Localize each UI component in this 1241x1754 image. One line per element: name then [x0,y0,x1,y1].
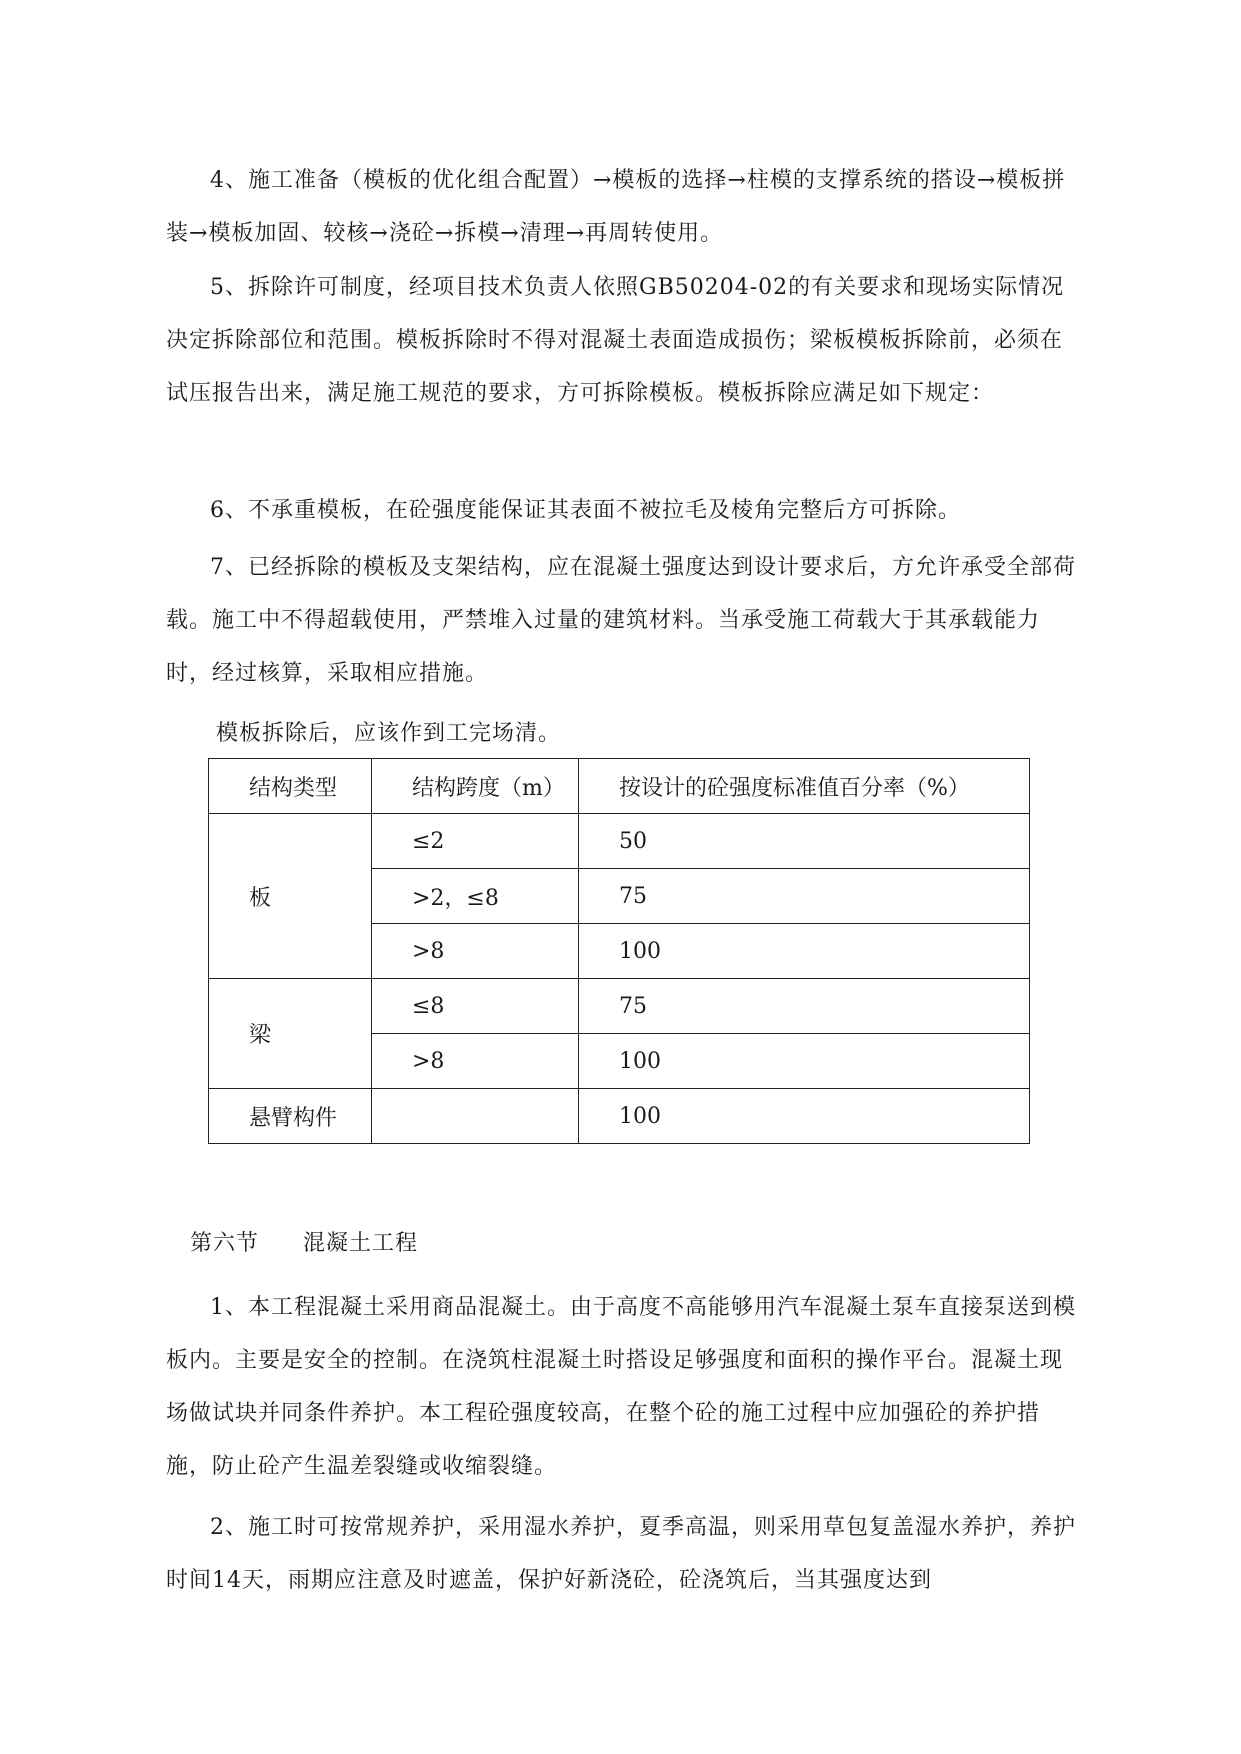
table-cell-span: >2，≤8 [372,869,579,924]
table-row [209,979,1030,1034]
table-cell-value: 75 [579,979,1030,1034]
paragraph-7: 7、已经拆除的模板及支架结构，应在混凝土强度达到设计要求后，方允许承受全部荷载。施工中不得超载使用，严禁堆入过量的建筑材料。当承受施工荷载大于其承载能力时，经过核算，采取相应措施。 [166,555,1076,686]
section-title: 混凝土工程 [303,1231,419,1256]
section-paragraph-2: 2、施工时可按常规养护，采用湿水养护，夏季高温，则采用草包复盖湿水养护，养护时间14天，雨期应注意及时遮盖，保护好新浇砼，砼浇筑后，当其强度达到 [166,1515,1076,1593]
table-header: 结构类型 [209,759,372,814]
table-cell-type: 板 [209,814,372,979]
table-cell-type: 悬臂构件 [209,1089,372,1144]
table-cell-type: 梁 [209,979,372,1089]
paragraph-4: 4、施工准备（模板的优化组合配置）→模板的选择→柱模的支撑系统的搭设→模板拼装→模板加固、较核→浇砼→拆模→清理→再周转使用。 [166,168,1066,246]
section-number: 第六节 [190,1231,260,1256]
table-header-row [209,759,1030,814]
paragraph-5: 5、拆除许可制度，经项目技术负责人依照GB50204-02的有关要求和现场实际情况决定拆除部位和范围。模板拆除时不得对混凝土表面造成损伤；梁板模板拆除前，必须在试压报告出来，满足施工规范的要求，方可拆除模板。模板拆除应满足如下规定： [166,275,1065,406]
table-cell-value: 100 [579,1089,1030,1144]
table-row [209,814,1030,869]
table-cell-value: 100 [579,924,1030,979]
table-cell-span [372,1089,579,1144]
table-cell-value: 100 [579,1034,1030,1089]
section-heading [190,1226,418,1257]
table-cell-value: 50 [579,814,1030,869]
table-row [209,1089,1030,1144]
section-paragraph-1: 1、本工程混凝土采用商品混凝土。由于高度不高能够用汽车混凝土泵车直接泵送到模板内。主要是安全的控制。在浇筑柱混凝土时搭设足够强度和面积的操作平台。混凝土现场做试块并同条件养护。本工程砼强度较高，在整个砼的施工过程中应加强砼的养护措施，防止砼产生温差裂缝或收缩裂缝。 [166,1295,1076,1479]
table-header: 结构跨度（m） [372,759,579,814]
table-cell-value: 75 [579,869,1030,924]
table-cell-span: >8 [372,1034,579,1089]
table-cell-span: >8 [372,924,579,979]
table-header: 按设计的砼强度标准值百分率（%） [579,759,1030,814]
table-cell-span: ≤2 [372,814,579,869]
paragraph-6: 6、不承重模板，在砼强度能保证其表面不被拉毛及棱角完整后方可拆除。 [210,498,961,523]
paragraph-after-removal: 模板拆除后，应该作到工完场清。 [216,721,562,746]
formwork-removal-table [208,758,1030,1144]
table-cell-span: ≤8 [372,979,579,1034]
